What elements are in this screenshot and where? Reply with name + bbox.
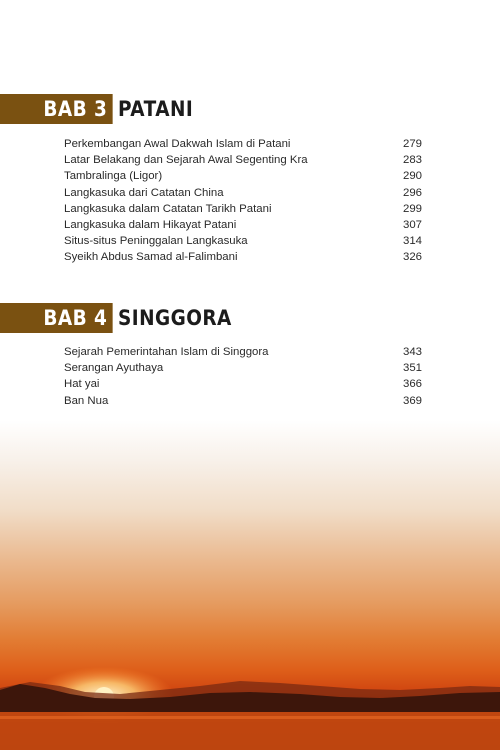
toc-entry-page: 366 xyxy=(402,378,422,391)
toc-entry-title: Langkasuka dalam Hikayat Patani xyxy=(64,218,237,231)
toc-entry-title: Syeikh Abdus Samad al-Falimbani xyxy=(64,251,238,264)
toc-entry-page: 314 xyxy=(402,235,422,248)
chapter-label: BAB 4 xyxy=(0,303,113,333)
toc-entry-title: Situs-situs Peninggalan Langkasuka xyxy=(64,235,248,248)
toc-entry-page: 307 xyxy=(402,218,422,231)
chapter-label: BAB 3 xyxy=(0,94,113,124)
toc-entry[interactable] xyxy=(64,203,422,219)
toc-entry[interactable] xyxy=(64,170,422,186)
toc-entry[interactable] xyxy=(64,187,422,203)
toc-entry-title: Langkasuka dari Catatan China xyxy=(64,186,224,199)
chapter-header-bab-3 xyxy=(0,94,203,124)
toc-entry[interactable] xyxy=(64,395,422,411)
toc-entry-page: 369 xyxy=(402,394,422,407)
toc-list-bab-4 xyxy=(64,346,422,411)
toc-entry-title: Ban Nua xyxy=(64,394,109,407)
toc-entry[interactable] xyxy=(64,154,422,170)
toc-entry-title: Hat yai xyxy=(64,378,100,391)
chapter-title: SINGGORA xyxy=(118,306,232,330)
toc-entry-title: Latar Belakang dan Sejarah Awal Segenting Kra xyxy=(64,154,308,167)
toc-entry[interactable] xyxy=(64,235,422,251)
chapter-title: PATANI xyxy=(118,97,194,121)
chapter-header-bab-4 xyxy=(0,303,247,333)
toc-entry[interactable] xyxy=(64,138,422,154)
toc-entry-page: 279 xyxy=(402,138,422,150)
toc-entry-title: Perkembangan Awal Dakwah Islam di Patani xyxy=(64,138,291,150)
water-shine xyxy=(0,716,500,719)
toc-entry-page: 299 xyxy=(402,202,422,215)
toc-entry-title: Serangan Ayuthaya xyxy=(64,362,164,375)
toc-entry[interactable] xyxy=(64,346,422,362)
toc-entry-page: 283 xyxy=(402,154,422,167)
toc-entry-page: 351 xyxy=(402,362,422,375)
toc-entry[interactable] xyxy=(64,251,422,267)
toc-entry[interactable] xyxy=(64,219,422,235)
toc-entry-title: Tambralinga (Ligor) xyxy=(64,170,163,183)
toc-entry-page: 326 xyxy=(402,251,422,264)
toc-entry[interactable] xyxy=(64,378,422,394)
toc-entry-title: Sejarah Pemerintahan Islam di Singgora xyxy=(64,346,269,358)
toc-list-bab-3 xyxy=(64,138,422,268)
toc-entry-page: 290 xyxy=(402,170,422,183)
toc-entry-title: Langkasuka dalam Catatan Tarikh Patani xyxy=(64,202,272,215)
toc-entry-page: 343 xyxy=(402,346,422,358)
toc-entry[interactable] xyxy=(64,362,422,378)
toc-entry-page: 296 xyxy=(402,186,422,199)
